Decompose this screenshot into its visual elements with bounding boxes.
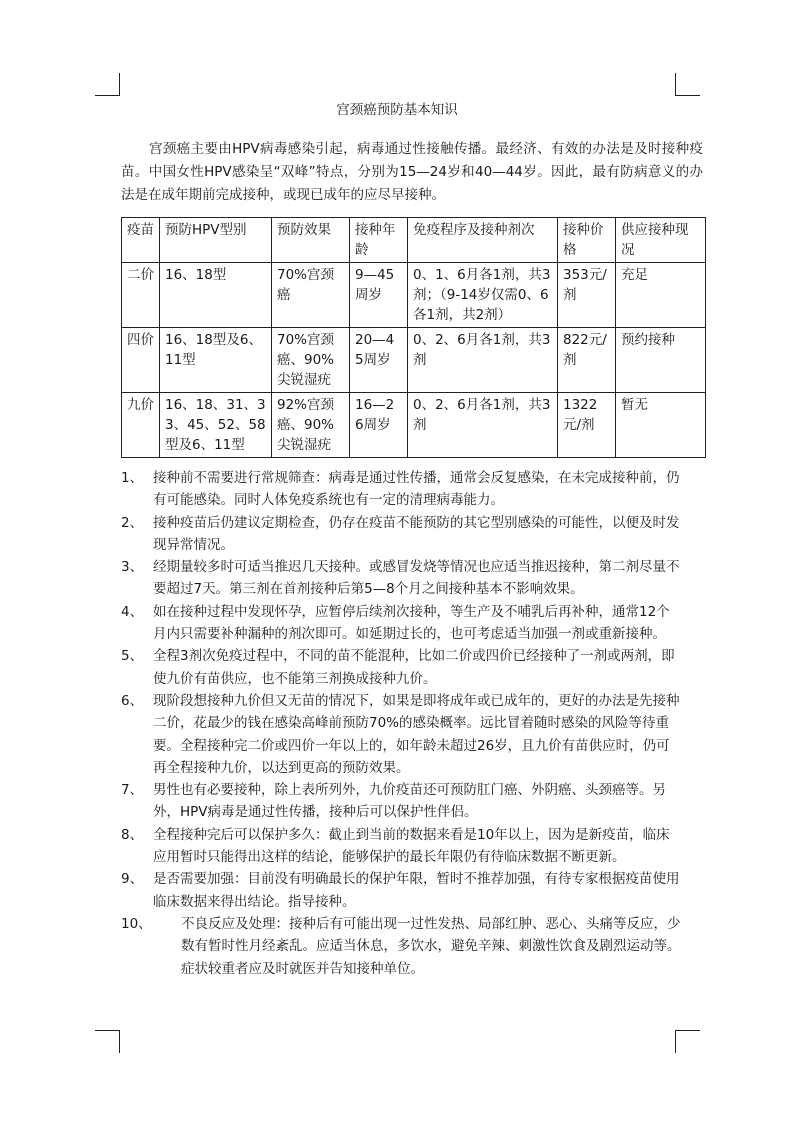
header-schedule: 免疫程序及接种剂次 <box>408 218 558 263</box>
list-item-number: 4、 <box>121 603 144 620</box>
list-item-number: 6、 <box>121 692 144 709</box>
header-efficacy: 预防效果 <box>272 218 350 263</box>
list-item-number: 10、 <box>121 915 152 932</box>
table-row <box>122 393 706 458</box>
list-item-text: 男性也有必要接种，除上表所列外，九价疫苗还可预防肛门癌、外阴癌、头颈癌等。另外，HPV病毒是通过性传播，接种后可以保护性伴侣。 <box>153 782 666 821</box>
list-item-text: 经期量较多时可适当推迟几天接种。或感冒发烧等情况也应适当推迟接种，第二剂尽量不要超过7天。第三剂在首剂接种后第5—8个月之间接种基本不影响效果。 <box>153 559 680 598</box>
list-item <box>121 601 681 646</box>
list-item-number: 5、 <box>121 648 144 665</box>
cell-price: 1322元/剂 <box>558 393 616 458</box>
list-item <box>121 913 681 980</box>
cell-age: 16—26周岁 <box>350 393 408 458</box>
list-item <box>121 467 681 512</box>
list-item-number: 7、 <box>121 782 144 799</box>
list-item-number: 8、 <box>121 826 144 843</box>
cell-hpv-types: 16、18、31、33、45、52、58型及6、11型 <box>160 393 272 458</box>
cell-price: 353元/剂 <box>558 263 616 328</box>
cell-price: 822元/剂 <box>558 328 616 393</box>
list-item-text: 不良反应及处理：接种后有可能出现一过性发热、局部红肿、恶心、头痛等反应，少数有暂时性月经紊乱。应适当休息，多饮水，避免辛辣、刺激性饮食及剧烈运动等。症状较重者应及时就医并告知接种单位。 <box>181 915 681 977</box>
cell-supply: 充足 <box>616 263 706 328</box>
list-item-number: 9、 <box>121 871 144 888</box>
crop-mark-top-right <box>675 73 700 96</box>
cell-vaccine: 九价 <box>122 393 160 458</box>
list-item-text: 如在接种过程中发现怀孕，应暂停后续剂次接种，等生产及不哺乳后再补种，通常12个月内只需要补种漏种的剂次即可。如延期过长的，也可考虑适当加强一剂或重新接种。 <box>153 603 670 643</box>
list-item <box>121 512 681 557</box>
header-price: 接种价格 <box>558 218 616 263</box>
list-item <box>121 645 681 690</box>
crop-mark-top-left <box>95 73 120 96</box>
list-item <box>121 779 681 824</box>
cell-schedule: 0、2、6月各1剂，共3剂 <box>408 328 558 393</box>
list-item <box>121 690 681 779</box>
table-row <box>122 328 706 393</box>
page-title: 宫颈癌预防基本知识 <box>336 102 458 118</box>
cell-supply: 预约接种 <box>616 328 706 393</box>
header-vaccine: 疫苗 <box>122 218 160 263</box>
table-row <box>122 263 706 328</box>
crop-mark-bottom-right <box>675 1030 700 1053</box>
list-item-number: 1、 <box>121 470 144 486</box>
header-age: 接种年龄 <box>350 218 408 263</box>
cell-hpv-types: 16、18型 <box>160 263 272 328</box>
list-item-text: 全程接种完后可以保护多久：截止到当前的数据来看是10年以上，因为是新疫苗，临床应用暂时只能得出这样的结论，能够保护的最长年限仍有待临床数据不断更新。 <box>153 826 670 866</box>
header-hpv-types: 预防HPV型别 <box>160 218 272 263</box>
cell-supply: 暂无 <box>616 393 706 458</box>
cell-vaccine: 四价 <box>122 328 160 393</box>
list-item <box>121 824 681 869</box>
list-item <box>121 868 681 913</box>
list-item-text: 全程3剂次免疫过程中，不同的苗不能混种，比如二价或四价已经接种了一剂或两剂，即使九价有苗供应，也不能第三剂换成接种九价。 <box>153 648 675 687</box>
cell-schedule: 0、1、6月各1剂，共3剂；（9-14岁仅需0、6各1剂，共2剂） <box>408 263 558 328</box>
cell-hpv-types: 16、18型及6、11型 <box>160 328 272 393</box>
cell-efficacy: 70%宫颈癌 <box>272 263 350 328</box>
list-item-text: 现阶段想接种九价但又无苗的情况下，如果是即将成年或已成年的，更好的办法是先接种二价，花最少的钱在感染高峰前预防70%的感染概率。远比冒着随时感染的风险等待重要。全程接种完二价或四价一年以上的，如年龄未超过26岁，且九价有苗供应时，仍可再全程接种九价，以达到更高的预防效果。 <box>153 692 680 776</box>
list-item-text: 接种疫苗后仍建议定期检查，仍存在疫苗不能预防的其它型别感染的可能性，以便及时发现异常情况。 <box>153 514 680 553</box>
list-item-text: 接种前不需要进行常规筛查：病毒是通过性传播，通常会反复感染，在未完成接种前，仍有可能感染。同时人体免疫系统也有一定的清理病毒能力。 <box>153 470 680 509</box>
cell-age: 20—45周岁 <box>350 328 408 393</box>
cell-efficacy: 92%宫颈癌、90%尖锐湿疣 <box>272 393 350 458</box>
notes-list <box>121 467 681 980</box>
cell-age: 9—45周岁 <box>350 263 408 328</box>
intro-paragraph: 宫颈癌主要由HPV病毒感染引起，病毒通过性接触传播。最经济、有效的办法是及时接种疫苗。中国女性HPV感染呈“双峰”特点，分别为15—24岁和40—44岁。因此，最有防病意义的办法是在成年期前完成接种，或现已成年的应尽早接种。 <box>121 141 703 203</box>
list-item-number: 2、 <box>121 514 144 531</box>
list-item <box>121 556 681 601</box>
cell-efficacy: 70%宫颈癌、90%尖锐湿疣 <box>272 328 350 393</box>
list-item-number: 3、 <box>121 559 144 576</box>
vaccine-table <box>121 217 706 458</box>
header-supply: 供应接种现况 <box>616 218 706 263</box>
cell-schedule: 0、2、6月各1剂，共3剂 <box>408 393 558 458</box>
table-header-row <box>122 218 706 263</box>
list-item-text: 是否需要加强：目前没有明确最长的保护年限，暂时不推荐加强，有待专家根据疫苗使用临床数据来得出结论。指导接种。 <box>153 871 680 910</box>
crop-mark-bottom-left <box>95 1030 120 1053</box>
cell-vaccine: 二价 <box>122 263 160 328</box>
